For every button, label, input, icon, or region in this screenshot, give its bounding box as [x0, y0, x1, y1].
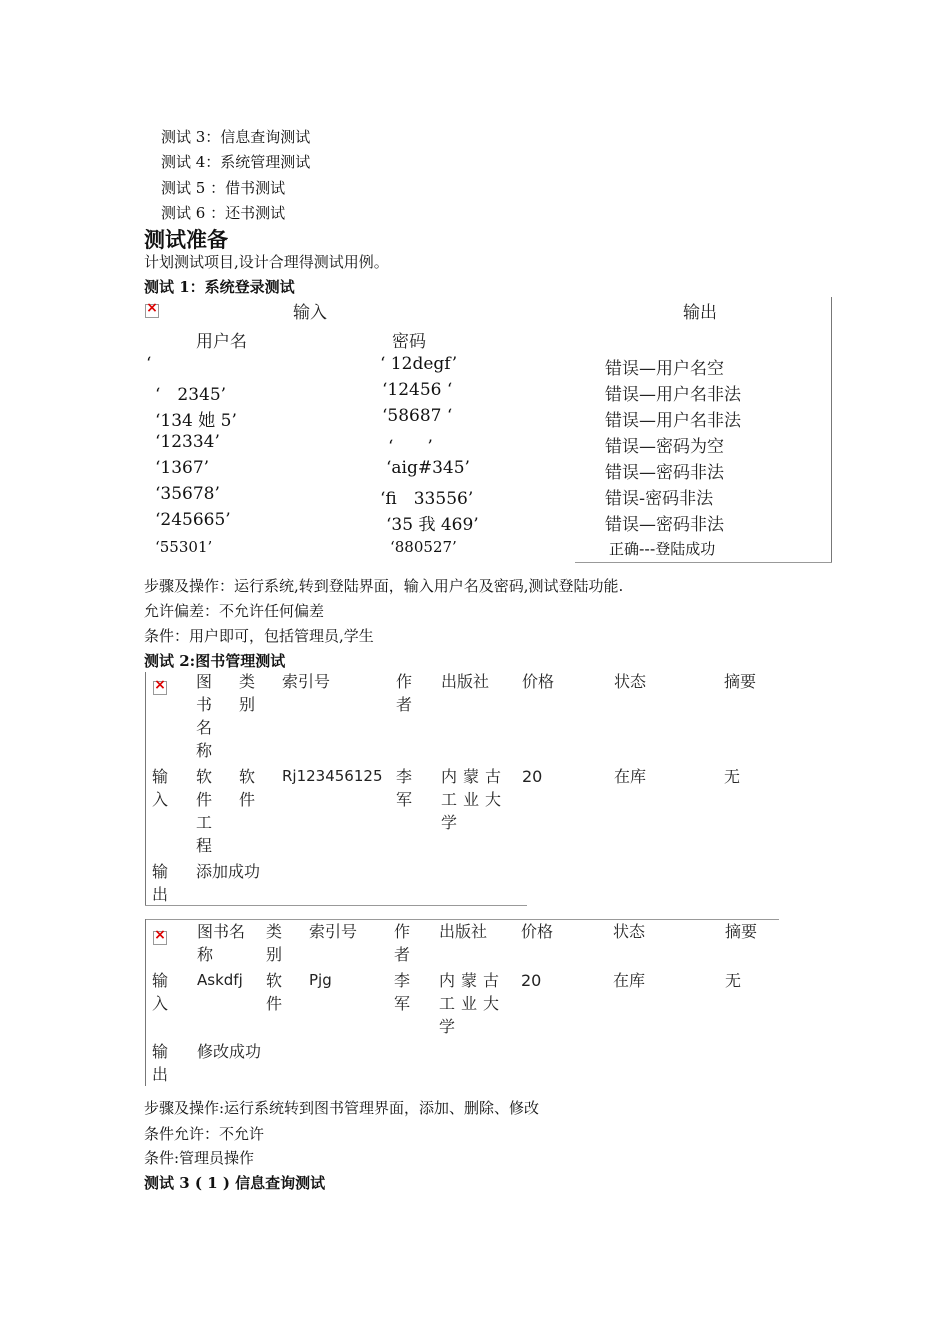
table-row-username: ‘1367’ — [155, 458, 210, 478]
table-border-bottom — [145, 905, 527, 906]
header-price: 价格 — [521, 922, 554, 941]
cell-publisher: 内蒙古工业大学 — [441, 767, 508, 832]
password-header: 密码 — [392, 332, 426, 352]
toc-item-test5: 测试 5 ：借书测试 — [161, 179, 286, 197]
table-row-result: 错误—密码为空 — [605, 437, 724, 457]
header-publisher: 出版社 — [441, 672, 490, 691]
header-category: 类别 — [239, 672, 256, 714]
table-row-username: ‘55301’ — [155, 538, 213, 556]
table-row-result: 错误—密码非法 — [605, 515, 724, 535]
toc-item-test4: 测试 4：系统管理测试 — [161, 153, 311, 171]
header-status: 状态 — [614, 672, 647, 691]
table-row-password: ‘ ’ — [388, 437, 433, 457]
header-book-name: 图书名称 — [197, 922, 246, 964]
table-row-password: ‘12456 ‘ — [382, 380, 453, 400]
cell-index: Pjg — [309, 971, 332, 989]
table-row-password: ‘58687 ‘ — [382, 406, 453, 426]
broken-image-icon — [145, 304, 159, 318]
cell-price: 20 — [521, 971, 542, 990]
broken-image-icon — [153, 681, 167, 695]
table-row-password: ‘ 12degf’ — [380, 354, 458, 374]
cell-author: 李军 — [396, 767, 413, 809]
cell-book-name: Askdfj — [197, 971, 243, 989]
toc-item-test6: 测试 6 ：还书测试 — [161, 204, 286, 222]
section-heading: 测试准备 — [144, 228, 228, 252]
cell-price: 20 — [522, 767, 543, 786]
intro-text: 计划测试项目,设计合理得测试用例。 — [144, 253, 389, 271]
table-row-username: ‘35678’ — [155, 484, 220, 504]
cell-publisher: 内蒙古工业大学 — [439, 971, 506, 1036]
cell-summary: 无 — [724, 767, 741, 786]
table-row-username: ‘ 2345’ — [155, 385, 227, 405]
cell-author: 李军 — [394, 971, 411, 1013]
cell-summary: 无 — [725, 971, 742, 990]
test1-tolerance: 允许偏差：不允许任何偏差 — [144, 602, 325, 620]
input-header: 输入 — [293, 303, 327, 323]
table-border-left — [145, 672, 146, 905]
header-author: 作者 — [396, 672, 413, 714]
test2-steps: 步骤及操作:运行系统转到图书管理界面，添加、删除、修改 — [144, 1099, 540, 1117]
test2-tolerance: 条件允许：不允许 — [144, 1125, 265, 1143]
table-row-password: ‘fi 33556’ — [380, 489, 474, 509]
table-border-left — [145, 919, 146, 1086]
table-row-result: 错误—用户名空 — [605, 359, 724, 379]
table-row-password: ‘880527’ — [390, 538, 457, 556]
table-row-username: ‘ — [146, 354, 152, 374]
cell-book-name: 软件工程 — [196, 767, 213, 855]
input-label: 输入 — [152, 767, 169, 809]
table-row-password: ‘aig#345’ — [386, 458, 470, 478]
test1-steps: 步骤及操作：运行系统,转到登陆界面，输入用户名及密码,测试登陆功能. — [144, 577, 624, 595]
header-publisher: 出版社 — [439, 922, 488, 941]
test2-condition: 条件:管理员操作 — [144, 1149, 255, 1167]
cell-output: 添加成功 — [196, 862, 261, 881]
header-status: 状态 — [613, 922, 646, 941]
cell-index: Rj123456125 — [282, 767, 383, 785]
table-row-username: ‘245665’ — [155, 510, 231, 530]
header-price: 价格 — [522, 672, 555, 691]
table-border-right — [831, 297, 832, 562]
header-index: 索引号 — [309, 922, 358, 941]
input-label: 输入 — [152, 971, 169, 1013]
header-index: 索引号 — [282, 672, 331, 691]
table-row-result: 错误-密码非法 — [605, 489, 714, 509]
header-category: 类别 — [266, 922, 283, 964]
output-header: 输出 — [683, 303, 717, 323]
output-label: 输出 — [152, 862, 169, 904]
cell-status: 在库 — [613, 971, 646, 990]
test3-title: 测试 3 ( 1 ) 信息查询测试 — [144, 1174, 326, 1192]
header-summary: 摘要 — [725, 922, 758, 941]
cell-category: 软件 — [239, 767, 256, 809]
test1-title: 测试 1：系统登录测试 — [144, 278, 295, 296]
broken-image-icon — [153, 931, 167, 945]
toc-item-test3: 测试 3：信息查询测试 — [161, 128, 311, 146]
table-row-password: ‘35 我 469’ — [386, 515, 479, 535]
test1-condition: 条件：用户即可，包括管理员,学生 — [144, 627, 374, 645]
header-book-name: 图书名称 — [196, 672, 213, 760]
username-header: 用户名 — [196, 332, 247, 352]
table-row-result: 错误—用户名非法 — [605, 411, 741, 431]
table-row-result: 错误—用户名非法 — [605, 385, 741, 405]
table-border-bottom — [575, 562, 832, 563]
header-author: 作者 — [394, 922, 411, 964]
test2-title: 测试 2:图书管理测试 — [144, 652, 286, 670]
cell-category: 软件 — [266, 971, 283, 1013]
table-row-result: 正确---登陆成功 — [609, 540, 716, 558]
cell-output: 修改成功 — [197, 1042, 262, 1061]
header-summary: 摘要 — [724, 672, 757, 691]
output-label: 输出 — [152, 1042, 169, 1084]
table-row-username: ‘134 她 5’ — [155, 411, 237, 431]
table-row-result: 错误—密码非法 — [605, 463, 724, 483]
cell-status: 在库 — [614, 767, 647, 786]
table-row-username: ‘12334’ — [155, 432, 220, 452]
